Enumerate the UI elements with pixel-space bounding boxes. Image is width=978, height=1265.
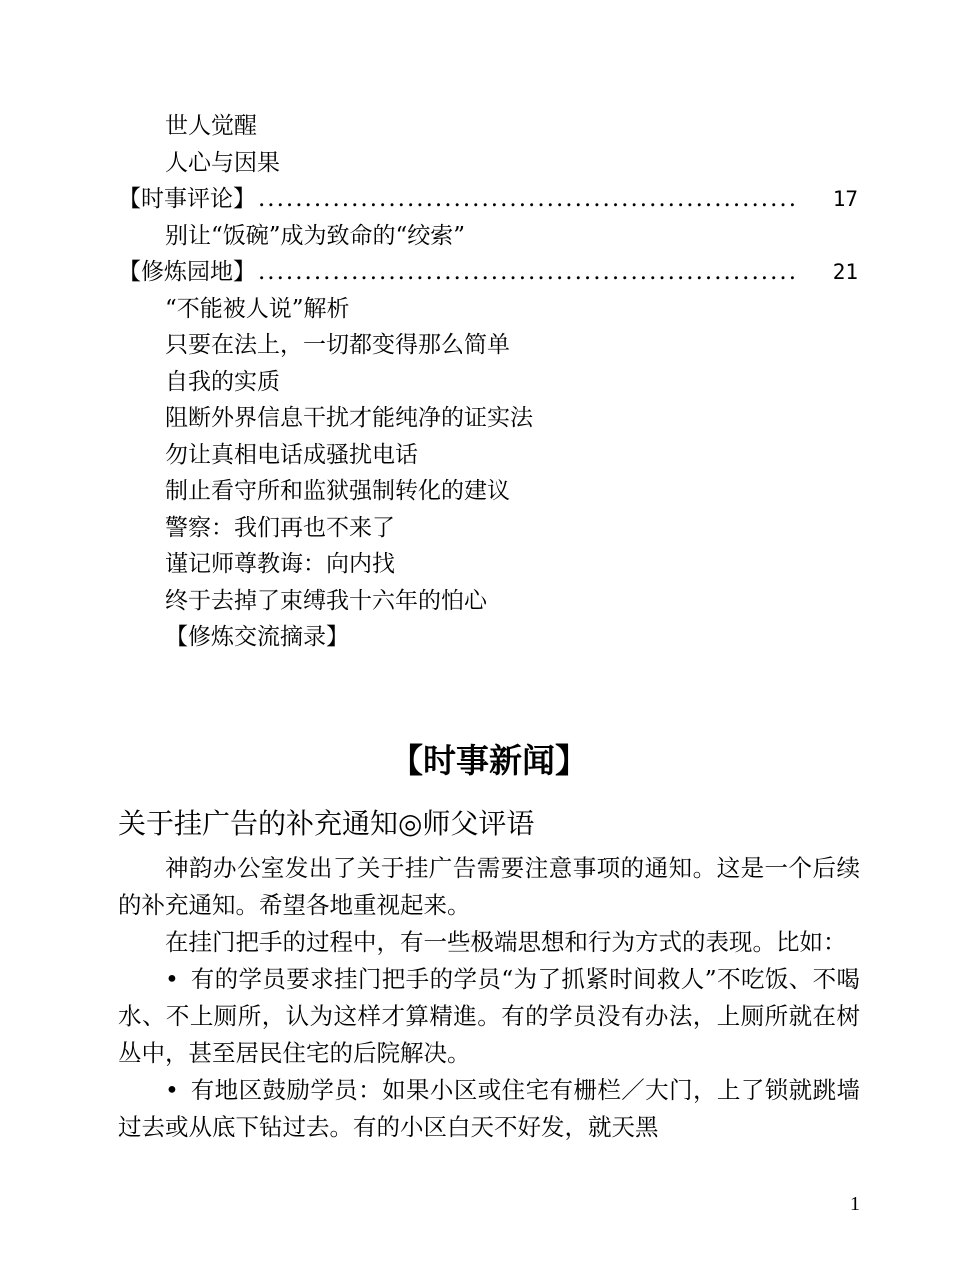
toc-item[interactable]: 人心与因果 <box>165 149 280 176</box>
bullet-paragraph <box>118 1072 860 1146</box>
toc-item[interactable]: 谨记师尊教诲：向内找 <box>165 551 395 577</box>
toc-item[interactable]: 世人觉醒 <box>165 113 257 139</box>
toc-item[interactable]: 终于去掉了束缚我十六年的怕心 <box>165 587 487 614</box>
toc-item[interactable]: 只要在法上，一切都变得那么简单 <box>165 332 510 358</box>
toc-item[interactable]: 警察：我们再也不来了 <box>165 514 395 541</box>
toc-leader-dots: .......................................................... <box>258 186 799 212</box>
toc-leader-dots: .......................................................... <box>258 259 799 285</box>
toc-section-label: 【修炼园地】 <box>118 259 256 285</box>
table-of-contents <box>118 108 858 656</box>
toc-item[interactable]: 【修炼交流摘录】 <box>165 624 349 650</box>
paragraph: 神韵办公室发出了关于挂广告需要注意事项的通知。这是一个后续的补充通知。希望各地重视起来。 <box>118 854 860 919</box>
toc-section-cultivation[interactable] <box>118 254 858 291</box>
toc-section-label: 【时事评论】 <box>118 186 256 212</box>
bullet-paragraph <box>118 961 860 1072</box>
paragraph: 在挂门把手的过程中，有一些极端思想和行为方式的表现。比如： <box>165 928 847 956</box>
bullet-text: 有地区鼓励学员：如果小区或住宅有栅栏／大门，上了锁就跳墙过去或从底下钻过去。有的小区白天不好发，就天黑 <box>118 1076 860 1141</box>
bullet-text: 有的学员要求挂门把手的学员“为了抓紧时间救人”不吃饭、不喝水、不上厕所，认为这样才算精進。有的学员没有办法，上厕所就在树丛中，甚至居民住宅的后院解决。 <box>118 965 860 1067</box>
toc-section-commentary[interactable] <box>118 181 858 218</box>
toc-item[interactable]: 自我的实质 <box>165 368 280 395</box>
article-title: 关于挂广告的补充通知◎师父评语 <box>118 807 535 840</box>
toc-item[interactable]: 制止看守所和监狱强制转化的建议 <box>165 478 510 504</box>
bullet-mark: • <box>165 965 179 993</box>
toc-item[interactable]: 别让“饭碗”成为致命的“绞索” <box>165 222 466 249</box>
toc-item[interactable]: “不能被人说”解析 <box>165 295 350 322</box>
bullet-mark: • <box>165 1076 179 1104</box>
page-number: 1 <box>850 1193 860 1215</box>
section-heading: 【时事新闻】 <box>390 741 588 780</box>
toc-item[interactable]: 阻断外界信息干扰才能纯净的证实法 <box>165 405 533 431</box>
toc-page-number: 21 <box>832 260 858 284</box>
toc-page-number: 17 <box>832 187 858 211</box>
article-body <box>118 850 860 1146</box>
toc-item[interactable]: 勿让真相电话成骚扰电话 <box>165 441 418 468</box>
